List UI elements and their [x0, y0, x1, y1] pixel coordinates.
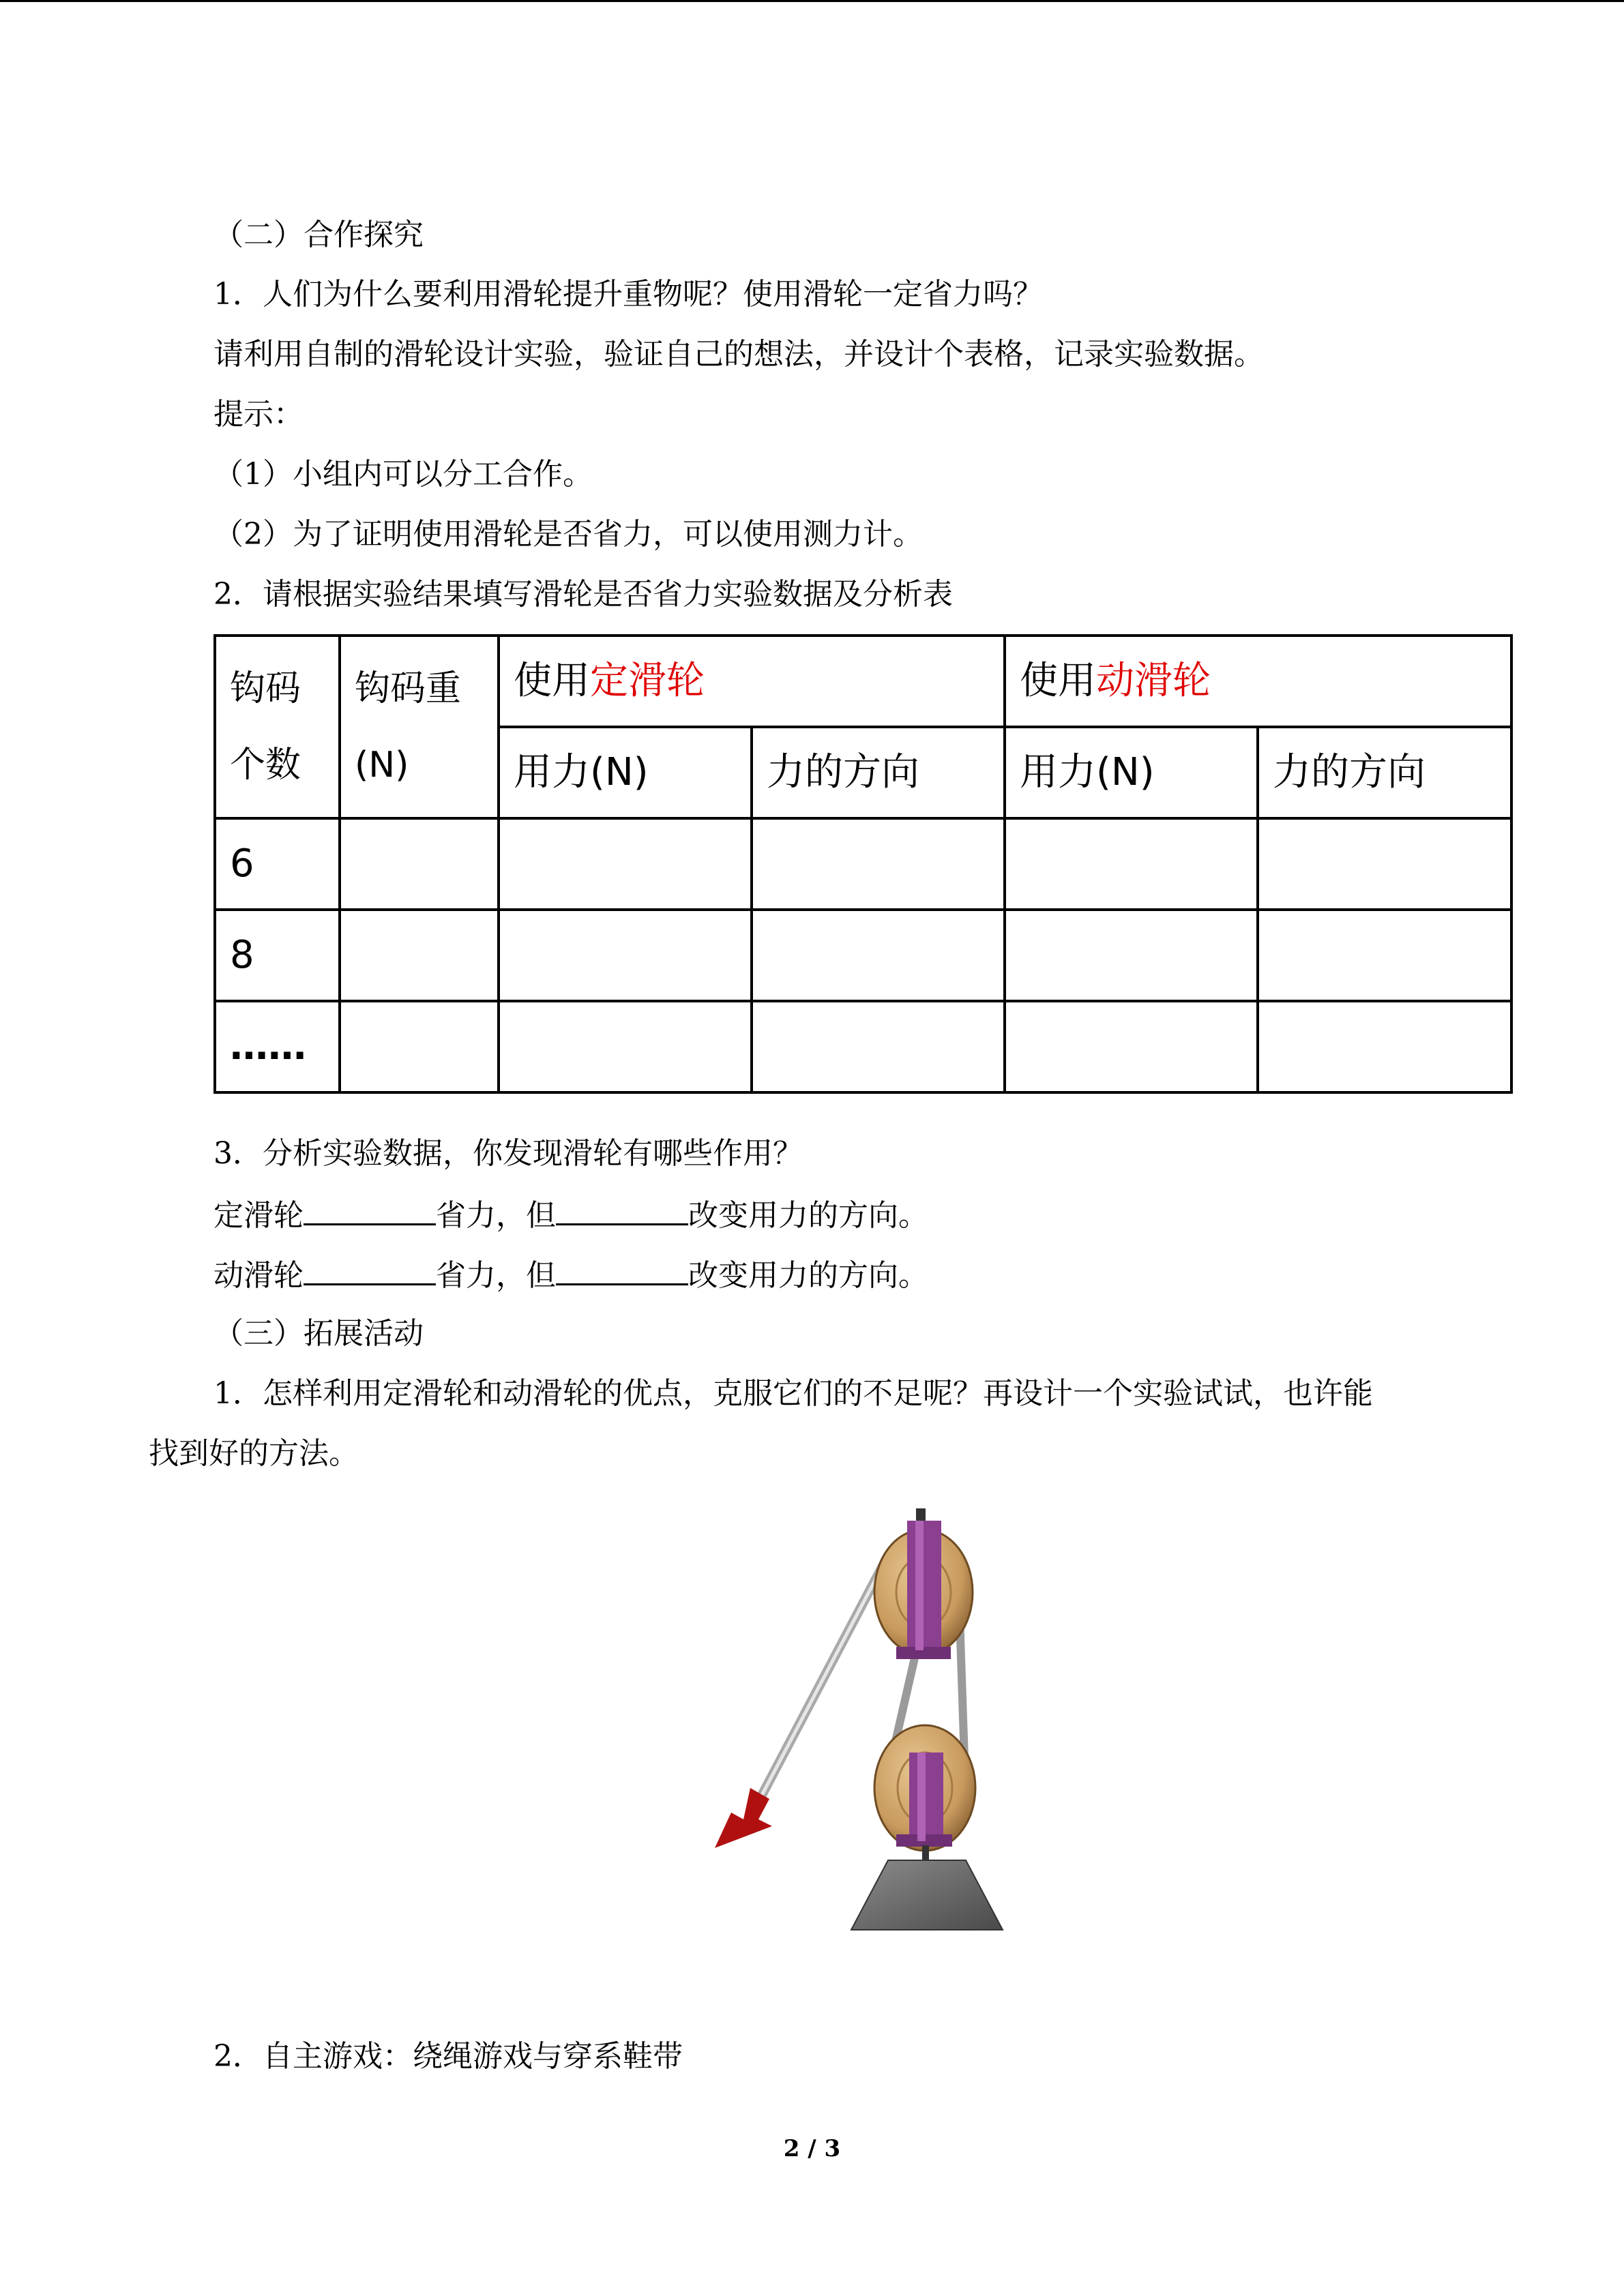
- cell-empty: [752, 818, 1005, 910]
- row-hook-count: ……: [215, 1001, 340, 1092]
- top-rule: [0, 0, 1624, 2]
- subheader-fixed-force: 用力(N): [499, 727, 752, 818]
- blank-line[interactable]: [304, 1193, 436, 1225]
- page-number: 2 / 3: [783, 2135, 841, 2162]
- table-row: [215, 1001, 1511, 1092]
- weight-hook: [922, 1845, 929, 1862]
- hint-2: （2）为了证明使用滑轮是否省力，可以使用测力计。: [213, 517, 923, 552]
- header-fixed-pulley: 使用定滑轮: [499, 636, 1005, 727]
- extension-question-1: 1．怎样利用定滑轮和动滑轮的优点，克服它们的不足呢？再设计一个实验试试，也许能: [213, 1376, 1373, 1411]
- cell-empty: [1005, 818, 1258, 910]
- cell-empty: [1258, 818, 1511, 910]
- question-2: 2．请根据实验结果填写滑轮是否省力实验数据及分析表: [213, 577, 953, 612]
- section-heading-cooperative: （二）合作探究: [213, 218, 424, 252]
- fixed-pulley-bracket: [907, 1521, 941, 1650]
- pull-direction-arrow-icon: [715, 1788, 772, 1848]
- cell-empty: [1005, 910, 1258, 1001]
- question-3: 3．分析实验数据，你发现滑轮有哪些作用？: [213, 1136, 803, 1171]
- cell-empty: [499, 910, 752, 1001]
- cell-empty: [752, 910, 1005, 1001]
- cell-empty: [1258, 910, 1511, 1001]
- movable-pulley-bracket: [909, 1753, 943, 1841]
- subheader-fixed-direction: 力的方向: [752, 727, 1005, 818]
- extension-question-1-cont: 找到好的方法。: [149, 1436, 359, 1471]
- cell-empty: [1005, 1001, 1258, 1092]
- blank-line[interactable]: [556, 1193, 688, 1225]
- pulley-data-table: [213, 634, 1513, 1094]
- pull-rope-highlight: [758, 1558, 887, 1802]
- cell-empty: [752, 1001, 1005, 1092]
- hint-1: （1）小组内可以分工合作。: [213, 457, 593, 492]
- subheader-movable-force: 用力(N): [1005, 727, 1258, 818]
- subheader-movable-direction: 力的方向: [1258, 727, 1511, 818]
- row-hook-count: 6: [215, 818, 340, 910]
- weight-block: [851, 1860, 1003, 1930]
- extension-question-2: 2．自主游戏：绕绳游戏与穿系鞋带: [213, 2039, 683, 2074]
- cell-empty: [499, 818, 752, 910]
- cell-empty: [340, 1001, 499, 1092]
- cell-empty: [1258, 1001, 1511, 1092]
- pulley-system-illustration: [682, 1493, 1037, 1943]
- cell-empty: [340, 910, 499, 1001]
- header-hook-count: 钩码 个数: [215, 636, 340, 818]
- row-hook-count: 8: [215, 910, 340, 1001]
- section-heading-extension: （三）拓展活动: [213, 1316, 424, 1351]
- question-1: 1．人们为什么要利用滑轮提升重物呢？使用滑轮一定省力吗？: [213, 277, 1043, 312]
- table-row: [215, 910, 1511, 1001]
- movable-pulley-bracket-highlight: [917, 1753, 926, 1841]
- fixed-pulley-bracket-highlight: [915, 1521, 924, 1650]
- blank-line[interactable]: [304, 1253, 436, 1285]
- table-row: [215, 818, 1511, 910]
- cell-empty: [499, 1001, 752, 1092]
- fill-in-movable-pulley: 动滑轮 省力，但 改变用力的方向。: [213, 1253, 928, 1296]
- header-movable-pulley: 使用动滑轮: [1005, 636, 1511, 727]
- header-hook-weight: 钩码重 (N): [340, 636, 499, 818]
- fill-in-fixed-pulley: 定滑轮 省力，但 改变用力的方向。: [213, 1193, 928, 1236]
- question-1-instruction: 请利用自制的滑轮设计实验，验证自己的想法，并设计个表格，记录实验数据。: [213, 337, 1264, 372]
- blank-line[interactable]: [556, 1253, 688, 1285]
- hint-label: 提示：: [213, 397, 304, 432]
- cell-empty: [340, 818, 499, 910]
